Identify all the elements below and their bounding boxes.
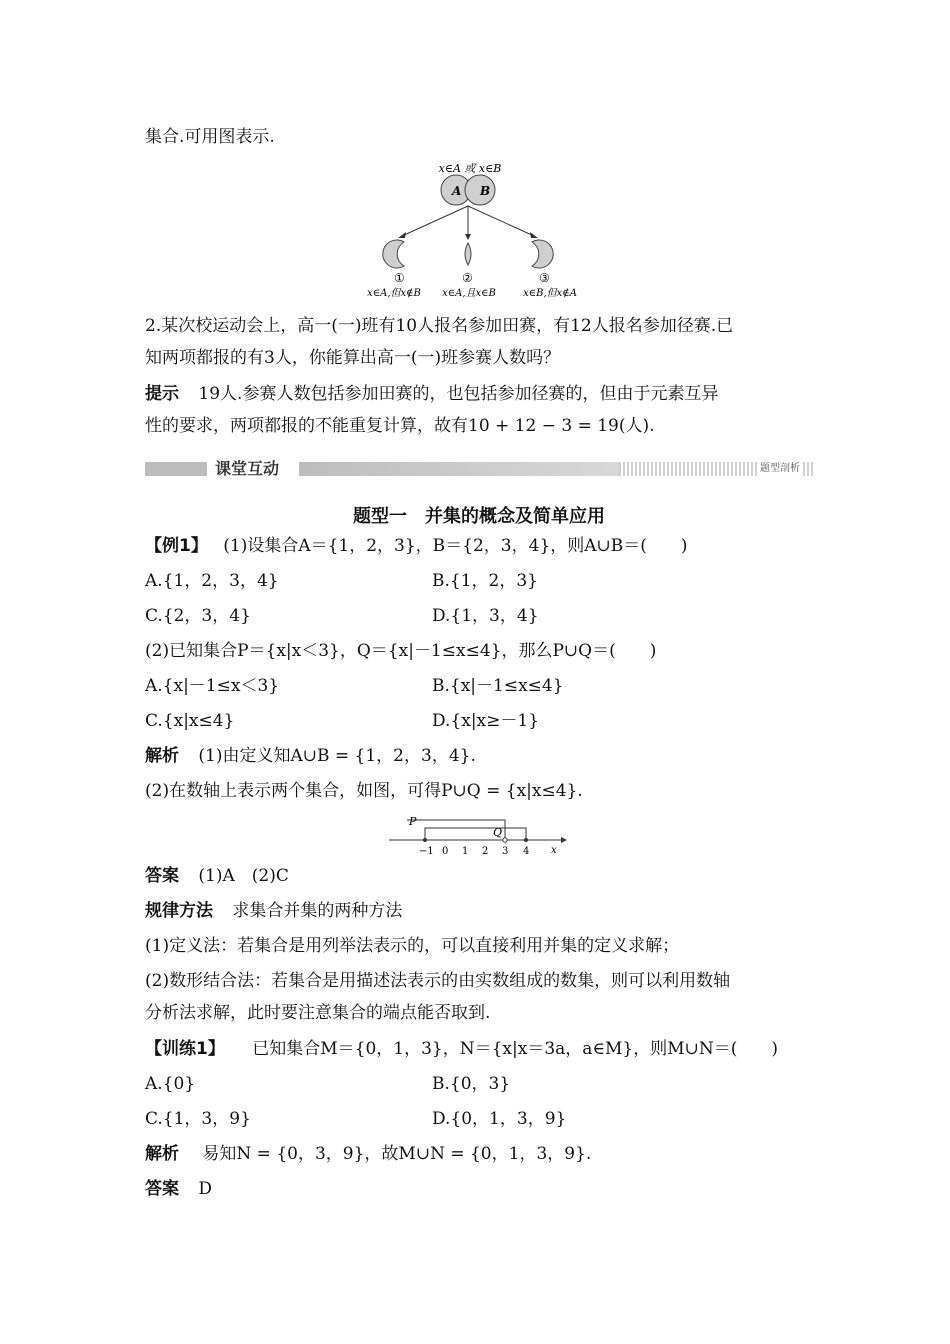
set-q-bracket	[425, 828, 526, 840]
method-label: 规律方法	[145, 901, 213, 921]
q2-option-a: A.{x|－1≤x＜3}	[145, 676, 280, 696]
question2-line1: 2.某次校运动会上，高一(一)班有10人报名参加田赛，有12人报名参加径赛.已	[145, 316, 734, 336]
set-a-label: A	[452, 184, 462, 198]
q1-option-d: D.{1，3，4}	[432, 606, 539, 626]
training1-question: 已知集合M＝{0，1，3}，N＝{x|x＝3a，a∈M}，则M∪N＝( )	[252, 1039, 779, 1059]
example1-q1-text: (1)设集合A＝{1，2，3}，B＝{2，3，4}，则A∪B＝( )	[223, 536, 688, 556]
a-minus-b-shape	[383, 240, 404, 268]
closed-point-4	[524, 838, 528, 842]
hint-label: 提示	[145, 384, 179, 404]
answer2-value: D	[198, 1179, 213, 1199]
arrowhead-right	[530, 232, 538, 238]
axis-arrow	[561, 837, 567, 843]
solution2-text: 易知N = {0，3，9}，故M∪N = {0，1，3，9}.	[202, 1144, 592, 1164]
example1-q2: (2)已知集合P＝{x|x＜3}，Q＝{x|－1≤x≤4}，那么P∪Q＝( )	[145, 641, 657, 661]
closed-point-minus1	[423, 838, 427, 842]
intersection-shape	[465, 243, 471, 265]
arrowhead-left	[398, 232, 406, 238]
q1-option-c: C.{2，3，4}	[145, 606, 251, 626]
training1-option-d: D.{0，1，3，9}	[432, 1109, 567, 1129]
section-band	[145, 458, 813, 480]
band-left-bar	[145, 462, 207, 476]
venn-union-figure	[350, 158, 600, 300]
training1-option-a: A.{0}	[145, 1074, 196, 1094]
solution2-line	[145, 1143, 591, 1165]
question2-line2: 知两项都报的有3人，你能算出高一(一)班参赛人数吗？	[145, 348, 561, 368]
method-line1: (1)定义法：若集合是用列举法表示的，可以直接利用并集的定义求解；	[145, 936, 680, 956]
set-p-label: P	[409, 815, 417, 828]
tick-4: 4	[523, 846, 530, 857]
q1-option-b: B.{1，2，3}	[432, 571, 538, 591]
number-line-figure	[385, 812, 570, 858]
example1-label: 【例1】	[145, 536, 208, 556]
q2-option-b: B.{x|－1≤x≤4}	[432, 676, 564, 696]
training1-line	[145, 1038, 778, 1060]
answer1-line	[145, 865, 289, 887]
case-3-number: ③	[539, 271, 550, 285]
case-3-label: x∈B,但x∉A	[523, 288, 577, 299]
band-title: 课堂互动	[215, 459, 280, 478]
open-point-3	[503, 838, 507, 842]
set-p-bracket	[407, 820, 505, 840]
tick-3: 3	[502, 846, 509, 857]
case-2-number: ②	[462, 271, 473, 285]
q1-option-a: A.{1，2，3，4}	[145, 571, 279, 591]
tick-minus1: −1	[419, 846, 434, 857]
q2-option-c: C.{x|x≤4}	[145, 711, 235, 731]
case-1-number: ①	[394, 271, 405, 285]
answer1-label: 答案	[145, 866, 179, 886]
band-tag: 题型剖析	[757, 461, 803, 477]
answer2-line	[145, 1178, 212, 1200]
solution2-label: 解析	[145, 1144, 179, 1164]
hint-line2: 性的要求，两项都报的不能重复计算，故有10 + 12 − 3 = 19(人).	[145, 416, 655, 436]
solution1-line2: (2)在数轴上表示两个集合，如图，可得P∪Q = {x|x≤4}.	[145, 781, 583, 801]
band-mid-bar	[299, 462, 619, 476]
training1-option-c: C.{1，3，9}	[145, 1109, 251, 1129]
training1-option-b: B.{0，3}	[432, 1074, 511, 1094]
answer1-value: (1)A (2)C	[198, 866, 289, 886]
hint-text-1: 19人.参赛人数包括参加田赛的，也包括参加径赛的，但由于元素互异	[198, 384, 719, 404]
solution1-text-1: (1)由定义知A∪B = {1，2，3，4}.	[198, 746, 476, 766]
training1-label: 【训练1】	[145, 1039, 225, 1059]
set-b-label: B	[480, 184, 491, 198]
arrow-right	[468, 206, 534, 236]
case-2-label: x∈A,且x∈B	[442, 288, 496, 299]
method-line2: (2)数形结合法：若集合是用描述法表示的由实数组成的数集，则可以利用数轴	[145, 971, 731, 991]
hint-line1	[145, 383, 718, 405]
axis-x-label: x	[551, 845, 557, 856]
topic-title: 题型一 并集的概念及简单应用	[353, 506, 605, 527]
q2-option-d: D.{x|x≥－1}	[432, 711, 540, 731]
tick-0: 0	[442, 846, 449, 857]
tick-2: 2	[482, 846, 489, 857]
arrowhead-middle	[465, 234, 471, 240]
method-title-line	[145, 900, 402, 922]
set-q-label: Q	[493, 826, 503, 839]
example1-q1	[145, 535, 688, 557]
intro-line: 集合.可用图表示.	[145, 127, 275, 147]
b-minus-a-shape	[532, 240, 553, 268]
method-line3: 分析法求解，此时要注意集合的端点能否取到.	[145, 1003, 491, 1023]
answer2-label: 答案	[145, 1179, 179, 1199]
arrow-left	[402, 206, 468, 236]
solution1-label: 解析	[145, 746, 179, 766]
venn-top-label: x∈A 或 x∈B	[438, 162, 502, 175]
case-1-label: x∈A,但x∉B	[367, 288, 421, 299]
method-title: 求集合并集的两种方法	[232, 901, 403, 921]
solution1-line1	[145, 745, 476, 767]
tick-1: 1	[462, 846, 469, 857]
